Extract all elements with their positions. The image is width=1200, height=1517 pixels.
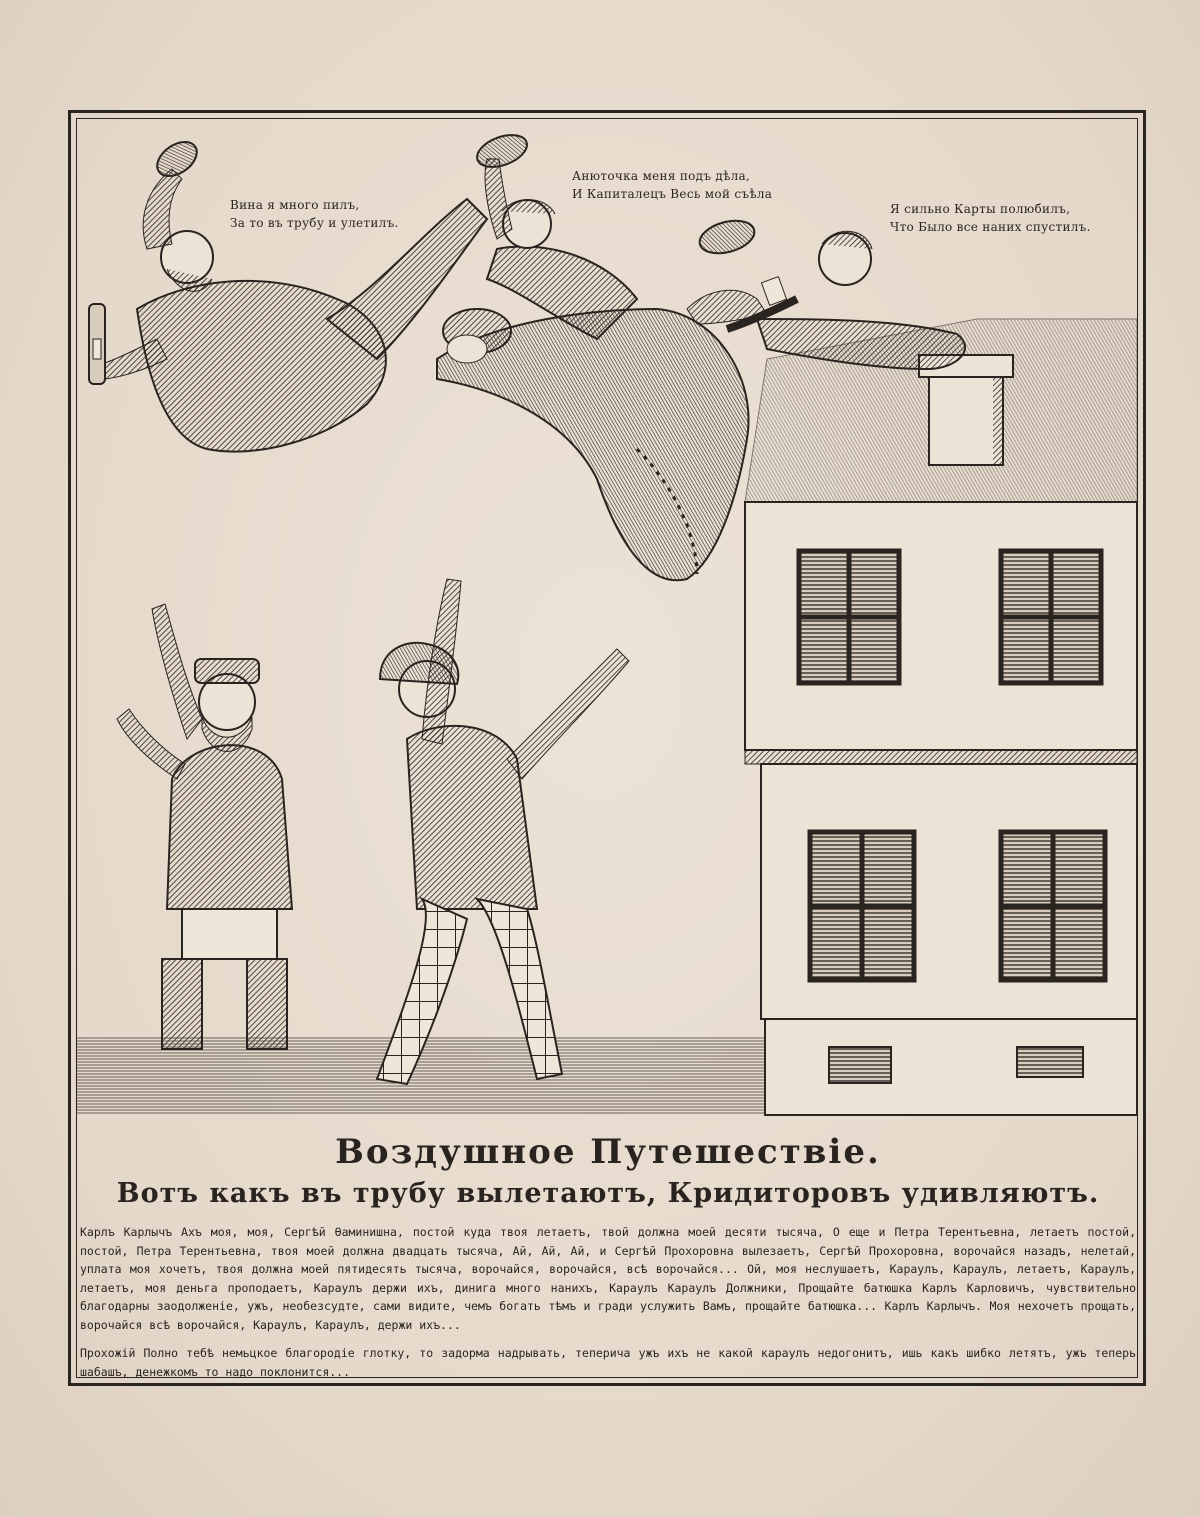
gambler-speech-caption xyxy=(890,200,1091,236)
caption-text-block xyxy=(78,1122,1138,1379)
basement-vent xyxy=(829,1047,891,1083)
house-window xyxy=(799,551,899,683)
karl-karlych-figure xyxy=(377,579,629,1084)
playing-cards-icon xyxy=(761,277,786,306)
drinker-speech-line2: За то въ трубу и улетилъ. xyxy=(230,216,399,230)
drinker-speech-line1: Вина я много пилъ, xyxy=(230,198,360,212)
print-subtitle: Вотъ какъ въ трубу вылетаютъ, Кридиторовъ удивляютъ. xyxy=(116,1178,1100,1209)
house-window xyxy=(1001,551,1101,683)
cap-icon xyxy=(195,659,259,683)
drinker-speech-caption xyxy=(230,196,399,232)
gambler-speech-line2: Что Было все наних спустилъ. xyxy=(890,220,1091,234)
engraving-scene xyxy=(77,119,1137,1119)
flying-drinker-figure xyxy=(89,135,487,452)
wife-speech-line1: Анюточка меня подъ дѣла, xyxy=(572,169,751,183)
house xyxy=(745,319,1137,1115)
gambler-speech-line1: Я сильно Карты полюбилъ, xyxy=(890,202,1071,216)
basement-vent xyxy=(1017,1047,1083,1077)
house-window xyxy=(810,832,914,980)
dialogue-paragraph: Карлъ Карлычъ Ахъ моя, моя, Сергѣй Ѳаминишна, постой куда твоя летаетъ, твой должна моей десяти тысяча, О еще и Петра Терентьевна, летаетъ постой, постой, Петра Терентьевна, твоя моей должна двадцать тысяча, Ай, Ай, Ай, и Сергѣй Прохоровна вылезаетъ, Сергѣй Прохоровна, ворочайся назадъ, нелетай, уплата моя хочетъ, твоя должна моей пятидесять тысяча, ворочайся, ворочайся, всѣ ворочайся... Ой, моя неслушаетъ, Караулъ, Караулъ, летаетъ, Караулъ, летаетъ, моя деньга проподаетъ, Караулъ держи ихъ, динига много нанихъ, Караулъ Караулъ Должники, Прощайте батюшка Карлъ Карловичъ, чувствительно благодарны заодолженіе, ужъ, необезсудте, сами видите, чемъ богать тѣмъ и гради услужить Вамъ, прощайте батюшка... Карлъ Карлычъ. Моя нехочетъ прощать, ворочайся всѣ ворочайся, Караулъ, Караулъ, держи ихъ... xyxy=(80,1225,1136,1332)
passerby-paragraph: Прохожій Полно тебѣ немьцкое благородіе глотку, то задорма надрывать, теперича ужъ ихъ не какой караулъ недогонитъ, ишь какъ шибко летятъ, ужъ теперь шабашъ, денежкомъ то надо поклонится... xyxy=(80,1346,1136,1379)
creditor-figure xyxy=(117,604,292,1049)
print-title: Воздушное Путешествіе. xyxy=(335,1132,881,1172)
wife-speech-caption xyxy=(572,167,772,203)
wife-speech-line2: И Капиталецъ Весь мой съѣла xyxy=(572,187,773,201)
chimney xyxy=(919,355,1013,465)
flying-man-figure xyxy=(473,129,637,339)
house-window xyxy=(1001,832,1105,980)
